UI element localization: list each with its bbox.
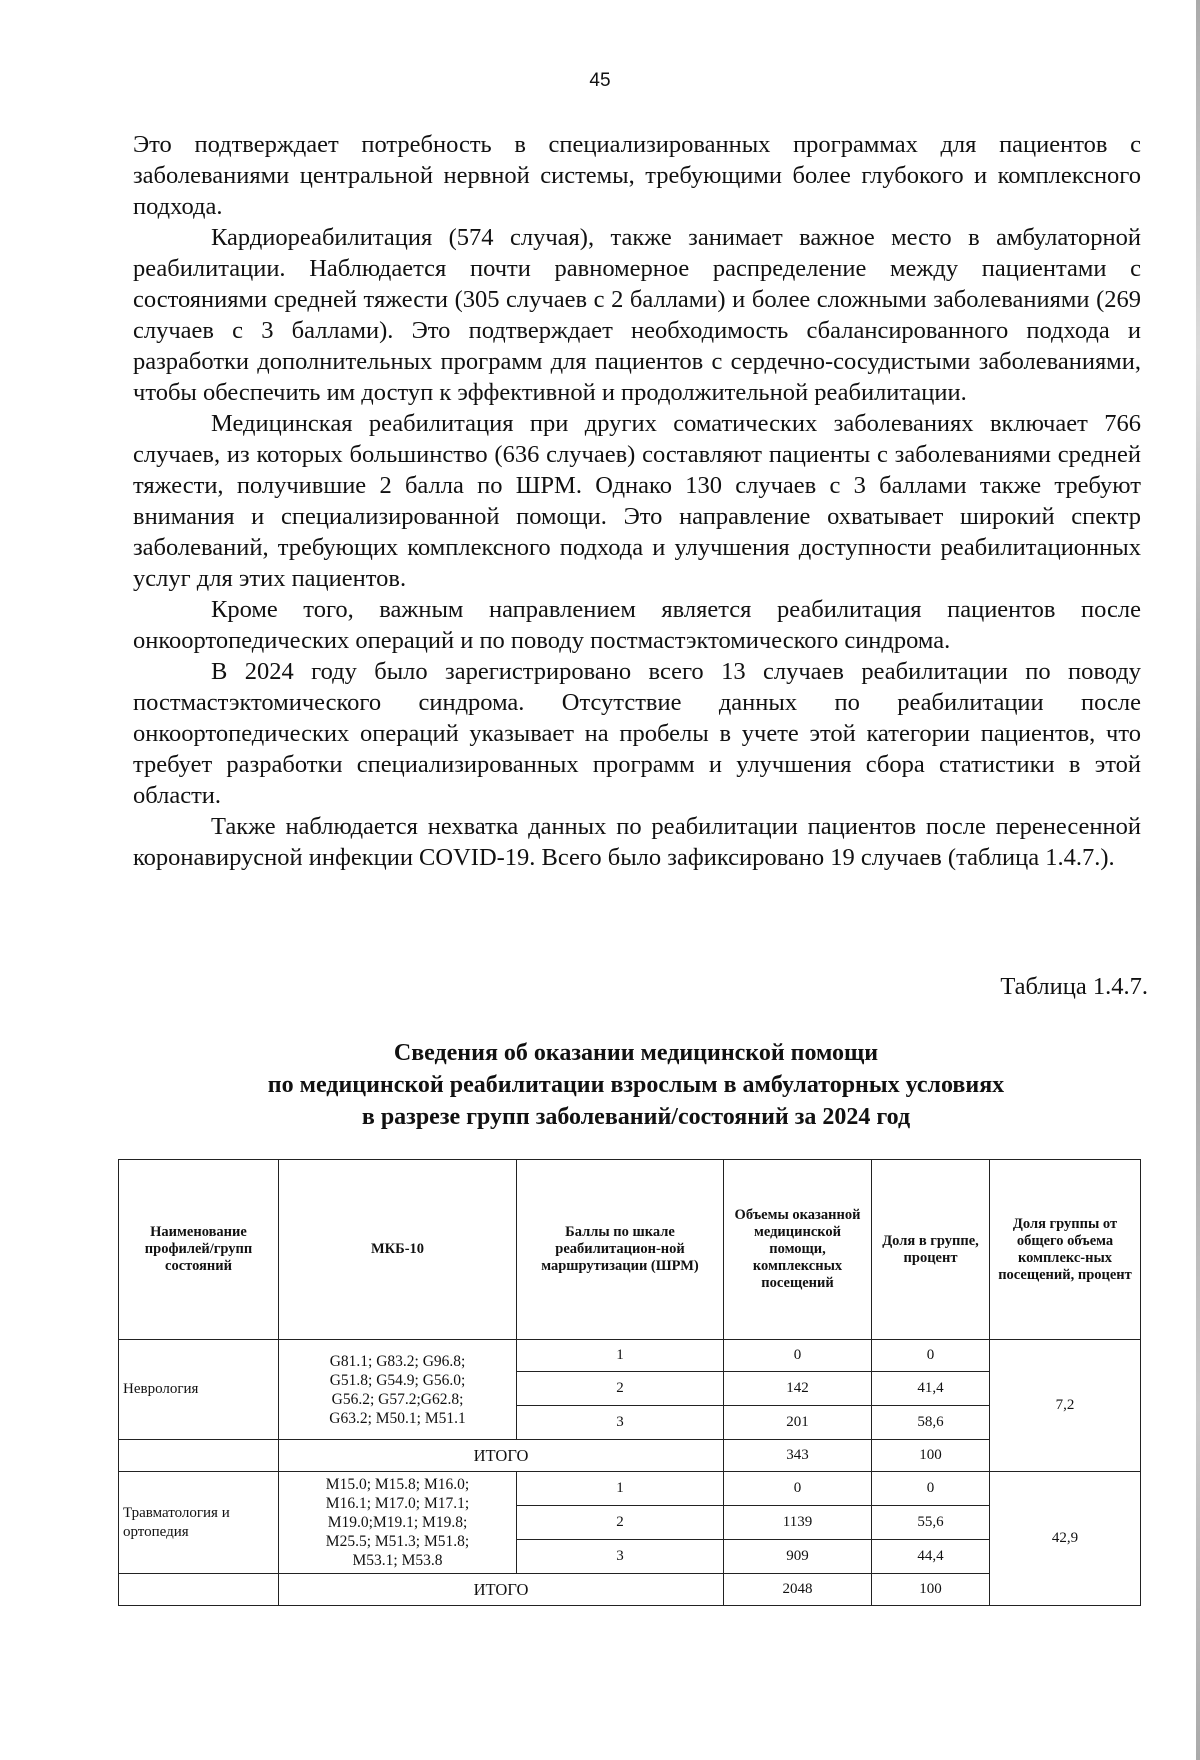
total-label: ИТОГО (279, 1440, 724, 1472)
share-cell: 44,4 (872, 1540, 990, 1574)
header-mkb: МКБ-10 (279, 1160, 517, 1340)
volume-cell: 0 (724, 1340, 872, 1372)
mkb-line: M19.0;M19.1; M19.8; (327, 1514, 468, 1531)
volume-cell: 909 (724, 1540, 872, 1574)
table-caption: Таблица 1.4.7. (1000, 973, 1148, 1000)
score-cell: 3 (517, 1406, 724, 1440)
empty-cell (119, 1574, 279, 1606)
table-title-line: по медицинской реабилитации взрослым в амбулаторных условиях (267, 1072, 1005, 1098)
table-row (119, 1340, 1141, 1372)
mkb-line: M16.1; M17.0; M17.1; (325, 1495, 470, 1512)
share-cell: 58,6 (872, 1406, 990, 1440)
paragraph: В 2024 году было зарегистрировано всего 13 случаев реабилитации по поводу постмастэктомического синдрома. Отсутствие данных по реабилитации после онкоортопедических операций указывает на пробелы в учете этой категории пациентов, что требует разработки специализированных программ и улучшения сбора статистики в этой области. (133, 658, 1141, 809)
volume-cell: 0 (724, 1472, 872, 1506)
paragraph: Это подтверждает потребность в специализированных программах для пациентов с заболеваниями центральной нервной системы, требующими более глубокого и комплексного подхода. (133, 131, 1141, 220)
table-total-row (119, 1574, 1141, 1606)
mkb-line: G63.2; M50.1; M51.1 (329, 1409, 466, 1427)
mkb-line: G51.8; G54.9; G56.0; (329, 1371, 466, 1389)
volume-cell: 201 (724, 1406, 872, 1440)
total-volume: 343 (724, 1440, 872, 1472)
paragraph: Кроме того, важным направлением является реабилитация пациентов после онкоортопедических операций и по поводу постмастэктомического синдрома. (133, 596, 1141, 654)
table-title (130, 1037, 1142, 1133)
header-score: Баллы по шкале реабилитацион-ной маршрутизации (ШРМ) (517, 1160, 724, 1340)
total-share: 100 (872, 1574, 990, 1606)
group-name: Неврология (119, 1340, 279, 1440)
table-total-row (119, 1440, 1141, 1472)
mkb-line: M25.5; M51.3; M51.8; (325, 1533, 470, 1550)
score-cell: 1 (517, 1472, 724, 1506)
share-cell: 0 (872, 1472, 990, 1506)
rehab-table (118, 1159, 1141, 1606)
paragraph: Также наблюдается нехватка данных по реабилитации пациентов после перенесенной коронавирусной инфекции COVID-19. Всего было зафиксировано 19 случаев (таблица 1.4.7.). (133, 813, 1141, 871)
page-number: 45 (589, 70, 611, 91)
empty-cell (119, 1440, 279, 1472)
share-cell: 41,4 (872, 1372, 990, 1406)
score-cell: 1 (517, 1340, 724, 1372)
volume-cell: 1139 (724, 1506, 872, 1540)
share-cell: 55,6 (872, 1506, 990, 1540)
total-volume: 2048 (724, 1574, 872, 1606)
mkb-line: G81.1; G83.2; G96.8; (329, 1352, 466, 1370)
table-row (119, 1472, 1141, 1506)
table-title-line: в разрезе групп заболеваний/состояний за 2024 год (361, 1104, 911, 1130)
total-label: ИТОГО (279, 1574, 724, 1606)
header-share: Доля в группе, процент (872, 1160, 990, 1340)
score-cell: 2 (517, 1372, 724, 1406)
paragraph: Медицинская реабилитация при других соматических заболеваниях включает 766 случаев, из которых большинство (636 случаев) составляют пациенты с заболеваниями средней тяжести, получившие 2 балла по ШРМ. Однако 130 случаев с 3 баллами также требуют внимания и специализированной помощи. Это направление охватывает широкий спектр заболеваний, требующих комплексного подхода и улучшения доступности реабилитационных услуг для этих пациентов. (133, 410, 1141, 592)
table-title-line: Сведения об оказании медицинской помощи (393, 1040, 879, 1066)
score-cell: 3 (517, 1540, 724, 1574)
mkb-codes (279, 1340, 517, 1440)
header-profile: Наименование профилей/групп состояний (119, 1160, 279, 1340)
paragraph: Кардиореабилитация (574 случая), также занимает важное место в амбулаторной реабилитации. Наблюдается почти равномерное распределение между пациентами с состояниями средней тяжести (305 случаев с 2 баллами) и более сложными заболеваниями (269 случаев с 3 баллами). Это подтверждает необходимость сбалансированного подхода и разработки дополнительных программ для пациентов с сердечно-сосудистыми заболеваниями, чтобы обеспечить им доступ к эффективной и продолжительной реабилитации. (133, 224, 1141, 406)
scan-edge (1196, 0, 1200, 1760)
header-volume: Объемы оказанной медицинской помощи, комплексных посещений (724, 1160, 872, 1340)
group-share-cell: 7,2 (990, 1340, 1141, 1472)
mkb-line: G56.2; G57.2;G62.8; (331, 1390, 464, 1408)
volume-cell: 142 (724, 1372, 872, 1406)
mkb-line: M53.1; M53.8 (352, 1552, 443, 1569)
mkb-codes (279, 1472, 517, 1574)
group-share-cell: 42,9 (990, 1472, 1141, 1606)
body-text (133, 129, 1141, 873)
total-share: 100 (872, 1440, 990, 1472)
group-name: Травматология и ортопедия (119, 1472, 279, 1574)
mkb-line: M15.0; M15.8; M16.0; (325, 1476, 470, 1493)
share-cell: 0 (872, 1340, 990, 1372)
table-header-row (119, 1160, 1141, 1340)
header-group-share: Доля группы от общего объема комплекс-ных посещений, процент (990, 1160, 1141, 1340)
score-cell: 2 (517, 1506, 724, 1540)
